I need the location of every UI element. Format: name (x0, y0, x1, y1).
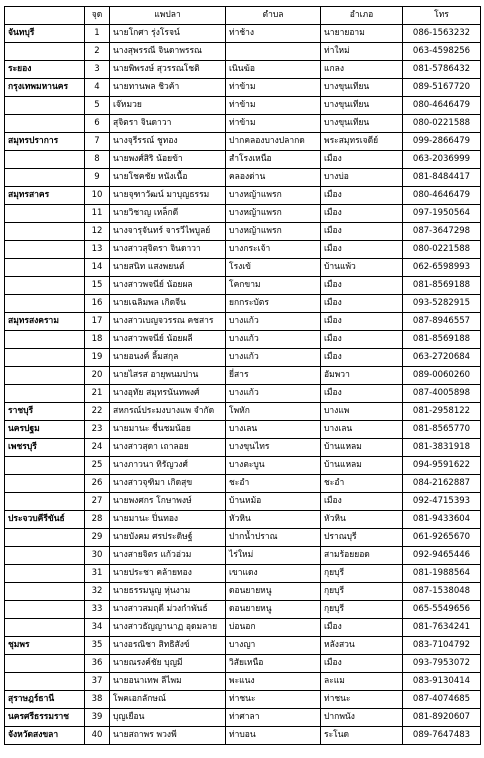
table-row (5, 421, 481, 439)
amphoe-cell: บ้านแหลม (321, 457, 403, 475)
table-row (5, 169, 481, 187)
phone-cell: 083-9130414 (403, 673, 481, 691)
point-number-cell: 15 (85, 277, 110, 295)
fish-dock-name-cell: นางอุทัย สมุทรนันทพงศ์ (110, 385, 226, 403)
fish-dock-name-cell: นายโกศา รุ่งโรจน์ (110, 25, 226, 43)
amphoe-cell: บางเลน (321, 421, 403, 439)
province-cell (5, 619, 85, 637)
tambon-cell: โรงเข้ (226, 259, 321, 277)
point-number-cell: 27 (85, 493, 110, 511)
fish-dock-name-cell: นางสายจิตร แก้วอ่วม (110, 547, 226, 565)
province-cell (5, 259, 85, 277)
phone-cell: 081-8484417 (403, 169, 481, 187)
phone-cell: 092-9465446 (403, 547, 481, 565)
amphoe-cell: บางบ่อ (321, 169, 403, 187)
table-row (5, 151, 481, 169)
province-cell: นครศรีธรรมราช (5, 709, 85, 727)
fish-dock-name-cell: นางสาวพจนีย์ น้อยผลี (110, 331, 226, 349)
province-cell: สมุทรปราการ (5, 133, 85, 151)
point-number-cell: 39 (85, 709, 110, 727)
fish-dock-name-cell: นายณรงค์ชัย บุญมี (110, 655, 226, 673)
province-cell: นครปฐม (5, 421, 85, 439)
province-cell (5, 223, 85, 241)
province-cell (5, 583, 85, 601)
table-body (5, 25, 481, 745)
header-fish-dock: แพปลา (110, 7, 226, 25)
table-row (5, 241, 481, 259)
table-row (5, 25, 481, 43)
tambon-cell: บางแก้ว (226, 349, 321, 367)
point-number-cell: 2 (85, 43, 110, 61)
province-cell: กรุงเทพมหานคร (5, 79, 85, 97)
province-cell (5, 205, 85, 223)
header-phone: โทร (403, 7, 481, 25)
fish-dock-name-cell: นายมานะ ชื่นชมน้อย (110, 421, 226, 439)
table-row (5, 133, 481, 151)
table-row (5, 493, 481, 511)
header-amphoe: อำเภอ (321, 7, 403, 25)
fish-dock-name-cell: นางสาวสมฤดี ม่วงกำพันธ์ (110, 601, 226, 619)
phone-cell: 062-6598993 (403, 259, 481, 277)
table-row (5, 277, 481, 295)
table-row (5, 529, 481, 547)
amphoe-cell: ท่าชนะ (321, 691, 403, 709)
table-row (5, 637, 481, 655)
tambon-cell: ท่าข้าม (226, 115, 321, 133)
province-cell (5, 169, 85, 187)
fish-dock-name-cell: นายธรรมนูญ หุ่นงาม (110, 583, 226, 601)
amphoe-cell: บางขุนเทียน (321, 79, 403, 97)
phone-cell: 063-2036999 (403, 151, 481, 169)
amphoe-cell: เมือง (321, 313, 403, 331)
tambon-cell: ปากคลองบางปลากด (226, 133, 321, 151)
table-row (5, 97, 481, 115)
fish-dock-name-cell: นายมานะ ปิ่นทอง (110, 511, 226, 529)
province-cell (5, 547, 85, 565)
point-number-cell: 16 (85, 295, 110, 313)
tambon-cell: พะแนง (226, 673, 321, 691)
amphoe-cell: ชะอำ (321, 475, 403, 493)
amphoe-cell: บ้านแพ้ว (321, 259, 403, 277)
point-number-cell: 7 (85, 133, 110, 151)
phone-cell: 065-5549656 (403, 601, 481, 619)
phone-cell: 087-1538048 (403, 583, 481, 601)
province-cell (5, 493, 85, 511)
province-cell (5, 457, 85, 475)
amphoe-cell: เมือง (321, 349, 403, 367)
table-row (5, 475, 481, 493)
phone-cell: 063-4598256 (403, 43, 481, 61)
tambon-cell: บางหญ้าแพรก (226, 223, 321, 241)
fish-dock-name-cell: นายทานพล ชิวค้า (110, 79, 226, 97)
table-row (5, 79, 481, 97)
province-cell (5, 349, 85, 367)
province-cell (5, 601, 85, 619)
fish-dock-name-cell: นางสาวธัญญานาฏ อุดมลาย (110, 619, 226, 637)
tambon-cell: ชะอำ (226, 475, 321, 493)
fish-dock-name-cell: นายสนิท แสงพยนต์ (110, 259, 226, 277)
point-number-cell: 36 (85, 655, 110, 673)
phone-cell: 080-0221588 (403, 241, 481, 259)
point-number-cell: 5 (85, 97, 110, 115)
fish-dock-name-cell: นายเฉลิมพล เกิดจีน (110, 295, 226, 313)
table-row (5, 223, 481, 241)
tambon-cell: โพหัก (226, 403, 321, 421)
fish-dock-name-cell: นางสุพรรณี จินดาพรรณ (110, 43, 226, 61)
phone-cell: 089-7647483 (403, 727, 481, 745)
tambon-cell: วิสัยเหนือ (226, 655, 321, 673)
phone-cell: 080-0221588 (403, 115, 481, 133)
fish-dock-name-cell: นางอรณิชา สิทธิสังข์ (110, 637, 226, 655)
table-row (5, 439, 481, 457)
amphoe-cell: พระสมุทรเจดีย์ (321, 133, 403, 151)
province-cell: จันทบุรี (5, 25, 85, 43)
phone-cell: 081-8920607 (403, 709, 481, 727)
province-cell (5, 97, 85, 115)
phone-cell: 099-2866479 (403, 133, 481, 151)
amphoe-cell: กุยบุรี (321, 583, 403, 601)
amphoe-cell: เมือง (321, 187, 403, 205)
header-tambon: ตำบล (226, 7, 321, 25)
point-number-cell: 40 (85, 727, 110, 745)
point-number-cell: 25 (85, 457, 110, 475)
amphoe-cell: เมือง (321, 331, 403, 349)
amphoe-cell: เมือง (321, 493, 403, 511)
point-number-cell: 1 (85, 25, 110, 43)
point-number-cell: 30 (85, 547, 110, 565)
point-number-cell: 10 (85, 187, 110, 205)
tambon-cell: บ่อนอก (226, 619, 321, 637)
phone-cell: 089-5167720 (403, 79, 481, 97)
tambon-cell (226, 43, 321, 61)
tambon-cell: ท่าศาลา (226, 709, 321, 727)
amphoe-cell: เมือง (321, 277, 403, 295)
amphoe-cell: เมือง (321, 151, 403, 169)
fish-dock-name-cell: นางภาวนา ทิรัญวงศ์ (110, 457, 226, 475)
phone-cell: 081-7634241 (403, 619, 481, 637)
table-row (5, 295, 481, 313)
phone-cell: 084-2162887 (403, 475, 481, 493)
tambon-cell: ท่าชนะ (226, 691, 321, 709)
tambon-cell: บางตะบูน (226, 457, 321, 475)
phone-cell: 093-7953072 (403, 655, 481, 673)
point-number-cell: 32 (85, 583, 110, 601)
tambon-cell: บางหญ้าแพรก (226, 205, 321, 223)
province-cell (5, 565, 85, 583)
amphoe-cell: หัวหิน (321, 511, 403, 529)
header-row (5, 7, 481, 25)
phone-cell: 080-4646479 (403, 97, 481, 115)
tambon-cell: บ้านหม้อ (226, 493, 321, 511)
phone-cell: 081-8569188 (403, 331, 481, 349)
phone-cell: 081-9433604 (403, 511, 481, 529)
phone-cell: 081-3831918 (403, 439, 481, 457)
province-cell: สมุทรสาคร (5, 187, 85, 205)
table-row (5, 691, 481, 709)
amphoe-cell: ระโนด (321, 727, 403, 745)
fish-dock-name-cell: นางจารุจันทร์ จารวีไพบูลย์ (110, 223, 226, 241)
province-cell (5, 529, 85, 547)
point-number-cell: 14 (85, 259, 110, 277)
fish-dock-name-cell: นางสาวสุดา เถาลอย (110, 439, 226, 457)
point-number-cell: 28 (85, 511, 110, 529)
phone-cell: 063-2720684 (403, 349, 481, 367)
phone-cell: 087-4005898 (403, 385, 481, 403)
province-cell: จังหวัดสงขลา (5, 727, 85, 745)
amphoe-cell: ปราณบุรี (321, 529, 403, 547)
amphoe-cell: เมือง (321, 223, 403, 241)
fish-dock-name-cell: สุจิตรา จินดาวา (110, 115, 226, 133)
fish-dock-name-cell: นายพงศกร โกษาพงษ์ (110, 493, 226, 511)
phone-cell: 083-7104792 (403, 637, 481, 655)
point-number-cell: 29 (85, 529, 110, 547)
phone-cell: 092-4715393 (403, 493, 481, 511)
tambon-cell: บางแก้ว (226, 331, 321, 349)
amphoe-cell: ละแม (321, 673, 403, 691)
table-row (5, 673, 481, 691)
table-row (5, 565, 481, 583)
province-cell (5, 673, 85, 691)
tambon-cell: ท่าช้าง (226, 25, 321, 43)
amphoe-cell: แกลง (321, 61, 403, 79)
table-row (5, 313, 481, 331)
fish-dock-name-cell: นายโชคชัย หนังเนื้อ (110, 169, 226, 187)
phone-cell: 093-5282915 (403, 295, 481, 313)
phone-cell: 094-9591622 (403, 457, 481, 475)
province-cell: ราชบุรี (5, 403, 85, 421)
province-cell (5, 331, 85, 349)
amphoe-cell: นายายอาม (321, 25, 403, 43)
fish-dock-name-cell: โพคเอกลักษณ์ (110, 691, 226, 709)
point-number-cell: 13 (85, 241, 110, 259)
tambon-cell: ปากน้ำปราณ (226, 529, 321, 547)
table-row (5, 367, 481, 385)
phone-cell: 086-1563232 (403, 25, 481, 43)
amphoe-cell: ท่าใหม่ (321, 43, 403, 61)
province-cell (5, 295, 85, 313)
amphoe-cell: เมือง (321, 619, 403, 637)
amphoe-cell: เมือง (321, 295, 403, 313)
table-row (5, 385, 481, 403)
province-cell: ประจวบคีรีขันธ์ (5, 511, 85, 529)
amphoe-cell: ปากพนัง (321, 709, 403, 727)
tambon-cell: สำโรงเหนือ (226, 151, 321, 169)
table-row (5, 457, 481, 475)
province-cell (5, 367, 85, 385)
amphoe-cell: สามร้อยยอด (321, 547, 403, 565)
tambon-cell: ท่าข้าม (226, 97, 321, 115)
fish-dock-name-cell: นายวิชาญ เหล็กดี (110, 205, 226, 223)
table-row (5, 187, 481, 205)
tambon-cell: บางเลน (226, 421, 321, 439)
fish-dock-name-cell: นายพิพรงษ์ สุวรรณโชติ (110, 61, 226, 79)
province-cell (5, 241, 85, 259)
point-number-cell: 22 (85, 403, 110, 421)
tambon-cell: บางญา (226, 637, 321, 655)
tambon-cell: เนินฆ้อ (226, 61, 321, 79)
tambon-cell: หัวหิน (226, 511, 321, 529)
point-number-cell: 24 (85, 439, 110, 457)
amphoe-cell: กุยบุรี (321, 565, 403, 583)
tambon-cell: บางหญ้าแพรก (226, 187, 321, 205)
tambon-cell: ดอนยายหนู (226, 601, 321, 619)
fish-dock-table (4, 6, 481, 745)
table-row (5, 349, 481, 367)
tambon-cell: ท่าข้าม (226, 79, 321, 97)
fish-dock-name-cell: นายประชา คล้ายทอง (110, 565, 226, 583)
tambon-cell: คลองด่าน (226, 169, 321, 187)
province-cell: ชุมพร (5, 637, 85, 655)
point-number-cell: 4 (85, 79, 110, 97)
phone-cell: 061-9265670 (403, 529, 481, 547)
amphoe-cell: หลังสวน (321, 637, 403, 655)
table-row (5, 403, 481, 421)
phone-cell: 089-0060260 (403, 367, 481, 385)
phone-cell: 087-3647298 (403, 223, 481, 241)
point-number-cell: 37 (85, 673, 110, 691)
tambon-cell: บางกระเจ้า (226, 241, 321, 259)
point-number-cell: 35 (85, 637, 110, 655)
province-cell: สมุทรสงคราม (5, 313, 85, 331)
amphoe-cell: อัมพวา (321, 367, 403, 385)
province-cell: เพชรบุรี (5, 439, 85, 457)
header-province (5, 7, 85, 25)
phone-cell: 081-8569188 (403, 277, 481, 295)
amphoe-cell: เมือง (321, 385, 403, 403)
phone-cell: 081-2958122 (403, 403, 481, 421)
province-cell: สุราษฎร์ธานี (5, 691, 85, 709)
table-row (5, 655, 481, 673)
province-cell (5, 115, 85, 133)
fish-dock-name-cell: นางสาวเบญจวรรณ คชสาร (110, 313, 226, 331)
amphoe-cell: เมือง (321, 205, 403, 223)
fish-dock-name-cell: นายอนาเทพ ลีไพม (110, 673, 226, 691)
table-row (5, 583, 481, 601)
fish-dock-name-cell: นางสาวจุฑิมา เกิดสุข (110, 475, 226, 493)
phone-cell: 081-8565770 (403, 421, 481, 439)
fish-dock-name-cell: นางสาวสุจิตรา จินดาวา (110, 241, 226, 259)
fish-dock-name-cell: บุญเยือน (110, 709, 226, 727)
phone-cell: 087-8946557 (403, 313, 481, 331)
fish-dock-name-cell: นางสาวพจนีย์ น้อยผล (110, 277, 226, 295)
province-cell: ระยอง (5, 61, 85, 79)
table-row (5, 601, 481, 619)
point-number-cell: 34 (85, 619, 110, 637)
point-number-cell: 19 (85, 349, 110, 367)
province-cell (5, 151, 85, 169)
point-number-cell: 20 (85, 367, 110, 385)
header-point: จุด (85, 7, 110, 25)
point-number-cell: 31 (85, 565, 110, 583)
tambon-cell: ยกกระบัตร (226, 295, 321, 313)
fish-dock-name-cell: นายอนงค์ ลิ้มสกุล (110, 349, 226, 367)
phone-cell: 080-4646479 (403, 187, 481, 205)
point-number-cell: 8 (85, 151, 110, 169)
point-number-cell: 17 (85, 313, 110, 331)
table-row (5, 547, 481, 565)
province-cell (5, 277, 85, 295)
tambon-cell: โคกขาม (226, 277, 321, 295)
table-row (5, 115, 481, 133)
point-number-cell: 11 (85, 205, 110, 223)
point-number-cell: 18 (85, 331, 110, 349)
point-number-cell: 21 (85, 385, 110, 403)
point-number-cell: 12 (85, 223, 110, 241)
amphoe-cell: บ้านแหลม (321, 439, 403, 457)
table-row (5, 259, 481, 277)
province-cell (5, 475, 85, 493)
fish-dock-name-cell: เจ๊หมวย (110, 97, 226, 115)
phone-cell: 081-1988564 (403, 565, 481, 583)
point-number-cell: 26 (85, 475, 110, 493)
tambon-cell: ท่าบอน (226, 727, 321, 745)
phone-cell: 097-1950564 (403, 205, 481, 223)
amphoe-cell: บางขุนเทียน (321, 115, 403, 133)
point-number-cell: 9 (85, 169, 110, 187)
tambon-cell: บางแก้ว (226, 385, 321, 403)
point-number-cell: 23 (85, 421, 110, 439)
table-row (5, 619, 481, 637)
amphoe-cell: เมือง (321, 655, 403, 673)
point-number-cell: 38 (85, 691, 110, 709)
fish-dock-name-cell: นายบังคม ศรประดิษฐ์ (110, 529, 226, 547)
amphoe-cell: กุยบุรี (321, 601, 403, 619)
point-number-cell: 33 (85, 601, 110, 619)
tambon-cell: ดอนยายหนู (226, 583, 321, 601)
fish-dock-name-cell: นายสถาพร พวงพี (110, 727, 226, 745)
fish-dock-name-cell: นายพงศ์สิริ น้อยข้า (110, 151, 226, 169)
tambon-cell: บางแก้ว (226, 313, 321, 331)
table-row (5, 205, 481, 223)
province-cell (5, 43, 85, 61)
fish-dock-name-cell: นายไสรส อายุพนมปาน (110, 367, 226, 385)
fish-dock-name-cell: นายจุฑาวัฒน์ มาบุญธรรม (110, 187, 226, 205)
amphoe-cell: เมือง (321, 241, 403, 259)
tambon-cell: ไร่ใหม่ (226, 547, 321, 565)
table-row (5, 727, 481, 745)
table-row (5, 43, 481, 61)
table-row (5, 331, 481, 349)
tambon-cell: บางขุนไทร (226, 439, 321, 457)
phone-cell: 087-4074685 (403, 691, 481, 709)
phone-cell: 081-5786432 (403, 61, 481, 79)
fish-dock-name-cell: สหกรณ์ประมงบางแพ จำกัด (110, 403, 226, 421)
province-cell (5, 385, 85, 403)
table-row (5, 61, 481, 79)
table-row (5, 709, 481, 727)
province-cell (5, 655, 85, 673)
amphoe-cell: บางแพ (321, 403, 403, 421)
amphoe-cell: บางขุนเทียน (321, 97, 403, 115)
tambon-cell: ยี่สาร (226, 367, 321, 385)
fish-dock-name-cell: นางจุรีรรณ์ ชูทอง (110, 133, 226, 151)
point-number-cell: 3 (85, 61, 110, 79)
table-row (5, 511, 481, 529)
tambon-cell: เขาแดง (226, 565, 321, 583)
point-number-cell: 6 (85, 115, 110, 133)
